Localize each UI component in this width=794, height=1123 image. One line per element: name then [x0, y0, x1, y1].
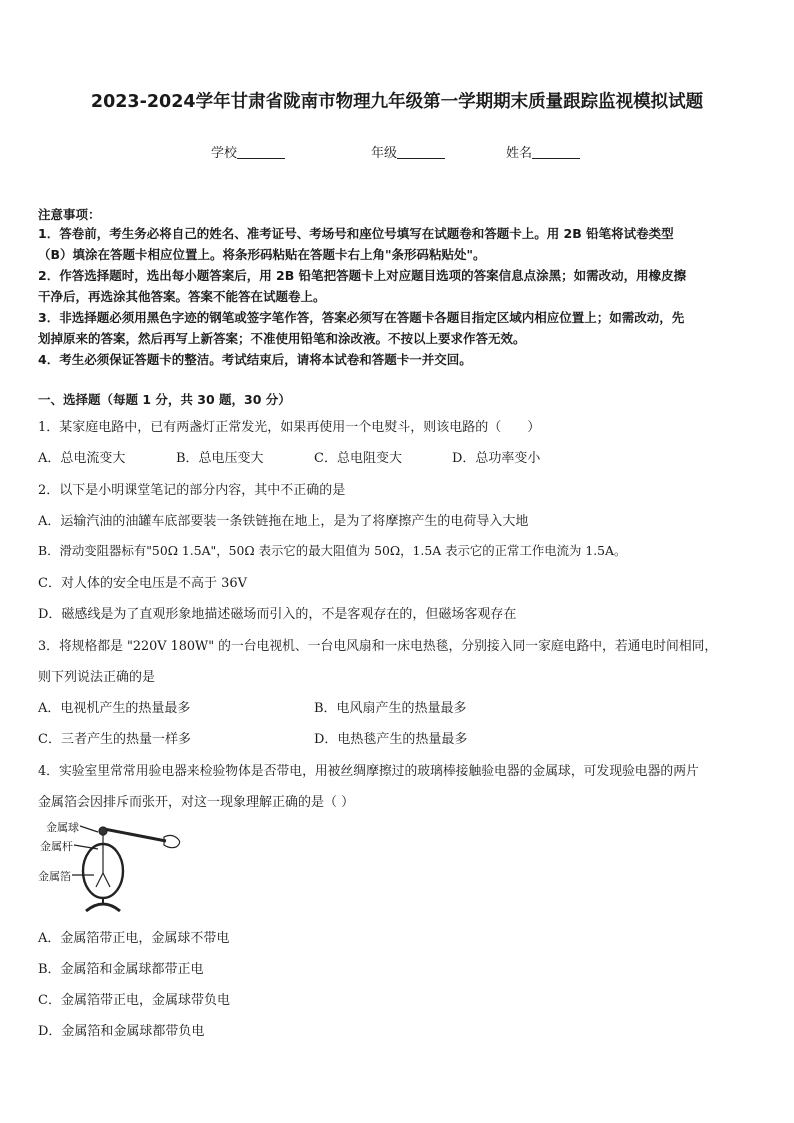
q1-option-c: C．总电阻变大	[314, 451, 402, 466]
notes-heading: 注意事项：	[38, 207, 101, 222]
question-2-stem: 2．以下是小明课堂笔记的部分内容，其中不正确的是	[38, 483, 346, 498]
notes-line: （B）填涂在答题卡相应位置上。将条形码粘贴在答题卡右上角"条形码粘贴处"。	[38, 247, 486, 262]
grade-field	[371, 142, 445, 161]
q4-option-d: D．金属箔和金属球都带负电	[38, 1024, 205, 1039]
notes-line: 1．答卷前，考生务必将自己的姓名、准考证号、考场号和座位号填写在试题卷和答题卡上。用 2B 铅笔将试卷类型	[38, 226, 674, 241]
figure-label-metal-rod: 金属杆	[40, 840, 73, 853]
notes-line: 划掉原来的答案，然后再写上新答案；不准使用铅笔和涂改液。不按以上要求作答无效。	[38, 331, 526, 346]
question-3-stem: 3．将规格都是 "220V 180W" 的一台电视机、一台电风扇和一床电热毯，分别接入同一家庭电路中，若通电时间相同，	[38, 639, 718, 654]
name-blank	[532, 146, 580, 159]
notes-line: 3．非选择题必须用黑色字迹的钢笔或签字笔作答，答案必须写在答题卡各题目指定区域内相应位置上；如需改动，先	[38, 310, 685, 325]
q3-option-a: A．电视机产生的热量最多	[38, 701, 191, 716]
notes-line: 4．考生必须保证答题卡的整洁。考试结束后，请将本试卷和答题卡一并交回。	[38, 352, 472, 367]
q1-option-a: A．总电流变大	[38, 451, 126, 466]
grade-label: 年级	[371, 146, 398, 161]
question-1-stem: 1．某家庭电路中，已有两盏灯正常发光，如果再使用一个电熨斗，则该电路的（ ）	[38, 420, 541, 435]
question-4-stem: 4．实验室里常常用验电器来检验物体是否带电，用被丝绸摩擦过的玻璃棒接触验电器的金属球，可发现验电器的两片	[38, 764, 699, 779]
section-heading: 一、选择题（每题 1 分，共 30 题，30 分）	[38, 392, 291, 407]
notes-line: 2．作答选择题时，选出每小题答案后，用 2B 铅笔把答题卡上对应题目选项的答案信息点涂黑；如需改动，用橡皮擦	[38, 268, 687, 283]
q3-option-d: D．电热毯产生的热量最多	[314, 732, 468, 747]
figure-label-metal-ball: 金属球	[46, 821, 79, 834]
notes-line: 干净后，再选涂其他答案。答案不能答在试题卷上。	[38, 289, 326, 304]
q4-option-c: C．金属箔带正电，金属球带负电	[38, 993, 230, 1008]
q4-option-a: A．金属箔带正电，金属球不带电	[38, 931, 230, 946]
name-label: 姓名	[506, 146, 533, 161]
q3-option-b: B．电风扇产生的热量最多	[314, 701, 467, 716]
q4-option-b: B．金属箔和金属球都带正电	[38, 962, 204, 977]
grade-blank	[397, 146, 445, 159]
q2-option-c: C．对人体的安全电压是不高于 36V	[38, 576, 248, 591]
question-3-stem-cont: 则下列说法正确的是	[38, 670, 156, 685]
q2-option-d: D．磁感线是为了直观形象地描述磁场而引入的，不是客观存在的，但磁场客观存在	[38, 607, 517, 622]
q2-option-a: A．运输汽油的油罐车底部要装一条铁链拖在地上，是为了将摩擦产生的电荷导入大地	[38, 514, 529, 529]
question-4-stem-cont: 金属箔会因排斥而张开，对这一现象理解正确的是（ ）	[38, 795, 355, 810]
q1-option-d: D．总功率变小	[452, 451, 541, 466]
electroscope-figure	[36, 815, 186, 915]
exam-title: 2023-2024学年甘肃省陇南市物理九年级第一学期期末质量跟踪监视模拟试题	[90, 92, 704, 112]
school-blank	[237, 146, 285, 159]
name-field	[506, 142, 580, 161]
school-label: 学校	[211, 146, 238, 161]
school-field	[211, 142, 285, 161]
figure-label-metal-foil: 金属箔	[38, 870, 71, 883]
q1-option-b: B．总电压变大	[176, 451, 264, 466]
q3-option-c: C．三者产生的热量一样多	[38, 732, 191, 747]
q2-option-b: B．滑动变阻器标有"50Ω 1.5A"，50Ω 表示它的最大阻值为 50Ω，1.5A 表示它的正常工作电流为 1.5A。	[38, 543, 627, 558]
